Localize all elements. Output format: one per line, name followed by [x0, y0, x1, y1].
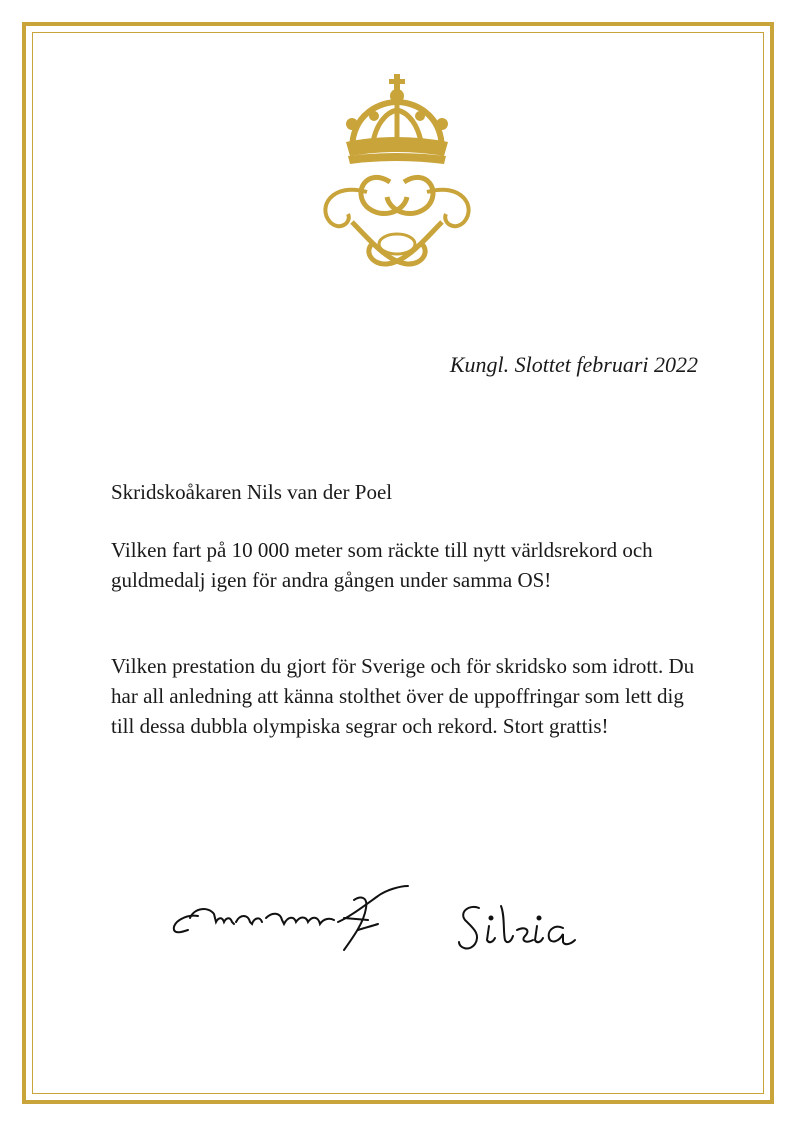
signature-carl-gustaf [168, 878, 416, 958]
letter-paragraph-1: Vilken fart på 10 000 meter som räckte till nytt världsrekord och guldmedalj igen för andra gången under samma OS! [111, 538, 653, 592]
royal-monogram-icon [312, 72, 482, 272]
letter-dateline: Kungl. Slottet februari 2022 [449, 352, 698, 377]
letter-salutation: Skridskoåkaren Nils van der Poel [111, 480, 393, 504]
letter-paragraph-2: Vilken prestation du gjort för Sverige och för skridsko som idrott. Du har all anledning att känna stolthet över de uppoffringar som lett dig till dessa dubbla olympiska segrar och rekord. Stort grattis! [111, 654, 695, 738]
signature-silvia [455, 896, 595, 956]
